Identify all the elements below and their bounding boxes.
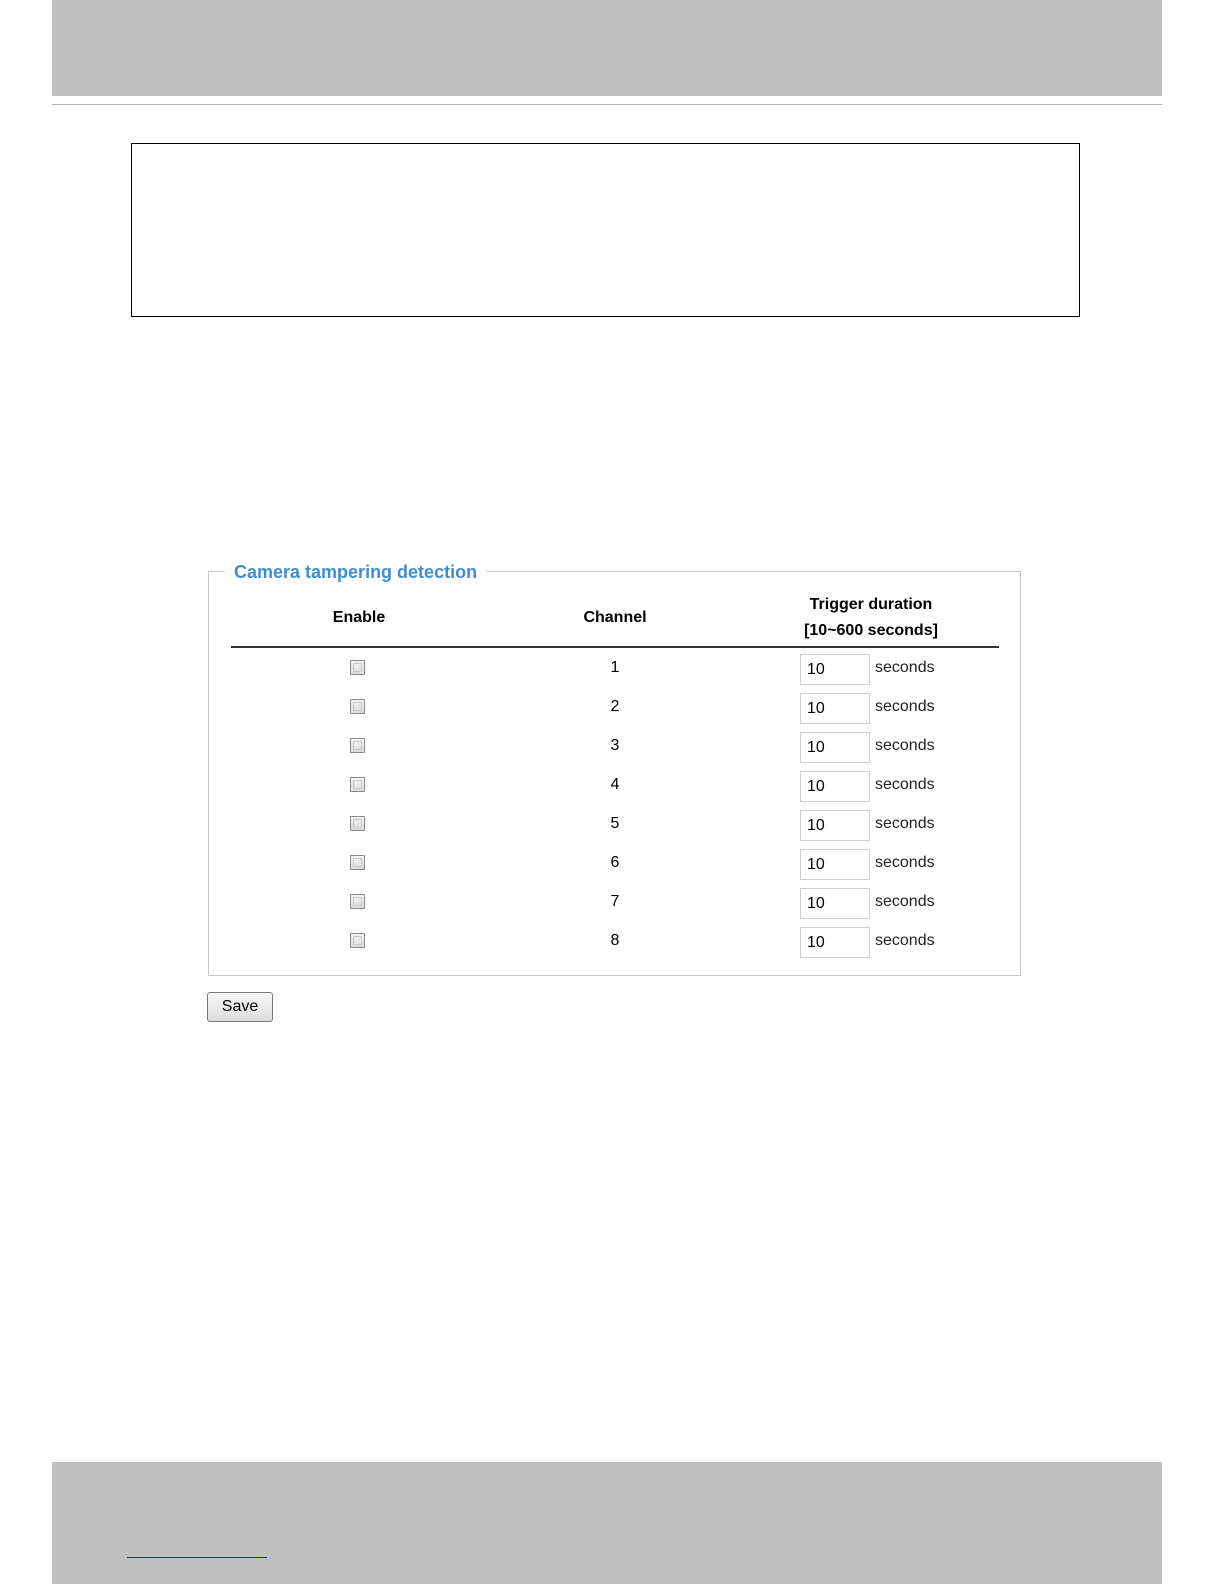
- footer-link-underline[interactable]: [127, 1557, 267, 1558]
- table-row: [231, 688, 999, 727]
- enable-checkbox[interactable]: [350, 738, 365, 753]
- channel-number: 5: [610, 815, 620, 832]
- duration-unit: seconds: [875, 698, 935, 715]
- duration-unit: seconds: [875, 854, 935, 871]
- duration-unit: seconds: [875, 893, 935, 910]
- trigger-duration-input[interactable]: [800, 732, 870, 763]
- channel-number: 7: [610, 893, 620, 910]
- enable-checkbox[interactable]: [350, 816, 365, 831]
- channel-number: 2: [610, 698, 620, 715]
- trigger-duration-input[interactable]: [800, 888, 870, 919]
- note-box: [131, 143, 1080, 317]
- column-header-channel: Channel: [583, 609, 647, 626]
- channel-number: 4: [610, 776, 620, 793]
- table-row: [231, 805, 999, 844]
- enable-checkbox[interactable]: [350, 699, 365, 714]
- duration-unit: seconds: [875, 776, 935, 793]
- enable-checkbox[interactable]: [350, 894, 365, 909]
- table-row: [231, 883, 999, 922]
- page-footer-band: [52, 1462, 1162, 1584]
- column-header-trigger-duration: [770, 592, 972, 644]
- header-underline: [231, 646, 999, 648]
- column-header-enable: Enable: [332, 609, 386, 626]
- trigger-duration-input[interactable]: [800, 810, 870, 841]
- enable-checkbox[interactable]: [350, 855, 365, 870]
- duration-unit: seconds: [875, 659, 935, 676]
- trigger-duration-range: [10~600 seconds]: [804, 622, 938, 639]
- duration-unit: seconds: [875, 737, 935, 754]
- fieldset-legend: Camera tampering detection: [225, 561, 486, 583]
- table-row: [231, 649, 999, 688]
- header-divider: [52, 104, 1162, 105]
- enable-checkbox[interactable]: [350, 777, 365, 792]
- channel-number: 6: [610, 854, 620, 871]
- enable-checkbox[interactable]: [350, 660, 365, 675]
- duration-unit: seconds: [875, 932, 935, 949]
- page-header-band: [52, 0, 1162, 96]
- save-button[interactable]: Save: [207, 992, 273, 1022]
- trigger-duration-input[interactable]: [800, 849, 870, 880]
- enable-checkbox[interactable]: [350, 933, 365, 948]
- channel-number: 1: [610, 659, 620, 676]
- trigger-duration-input[interactable]: [800, 927, 870, 958]
- table-row: [231, 727, 999, 766]
- trigger-duration-input[interactable]: [800, 654, 870, 685]
- duration-unit: seconds: [875, 815, 935, 832]
- trigger-duration-input[interactable]: [800, 771, 870, 802]
- table-row: [231, 844, 999, 883]
- trigger-duration-label: Trigger duration: [809, 596, 933, 613]
- channel-number: 8: [610, 932, 620, 949]
- trigger-duration-input[interactable]: [800, 693, 870, 724]
- table-row: [231, 922, 999, 961]
- table-row: [231, 766, 999, 805]
- channel-number: 3: [610, 737, 620, 754]
